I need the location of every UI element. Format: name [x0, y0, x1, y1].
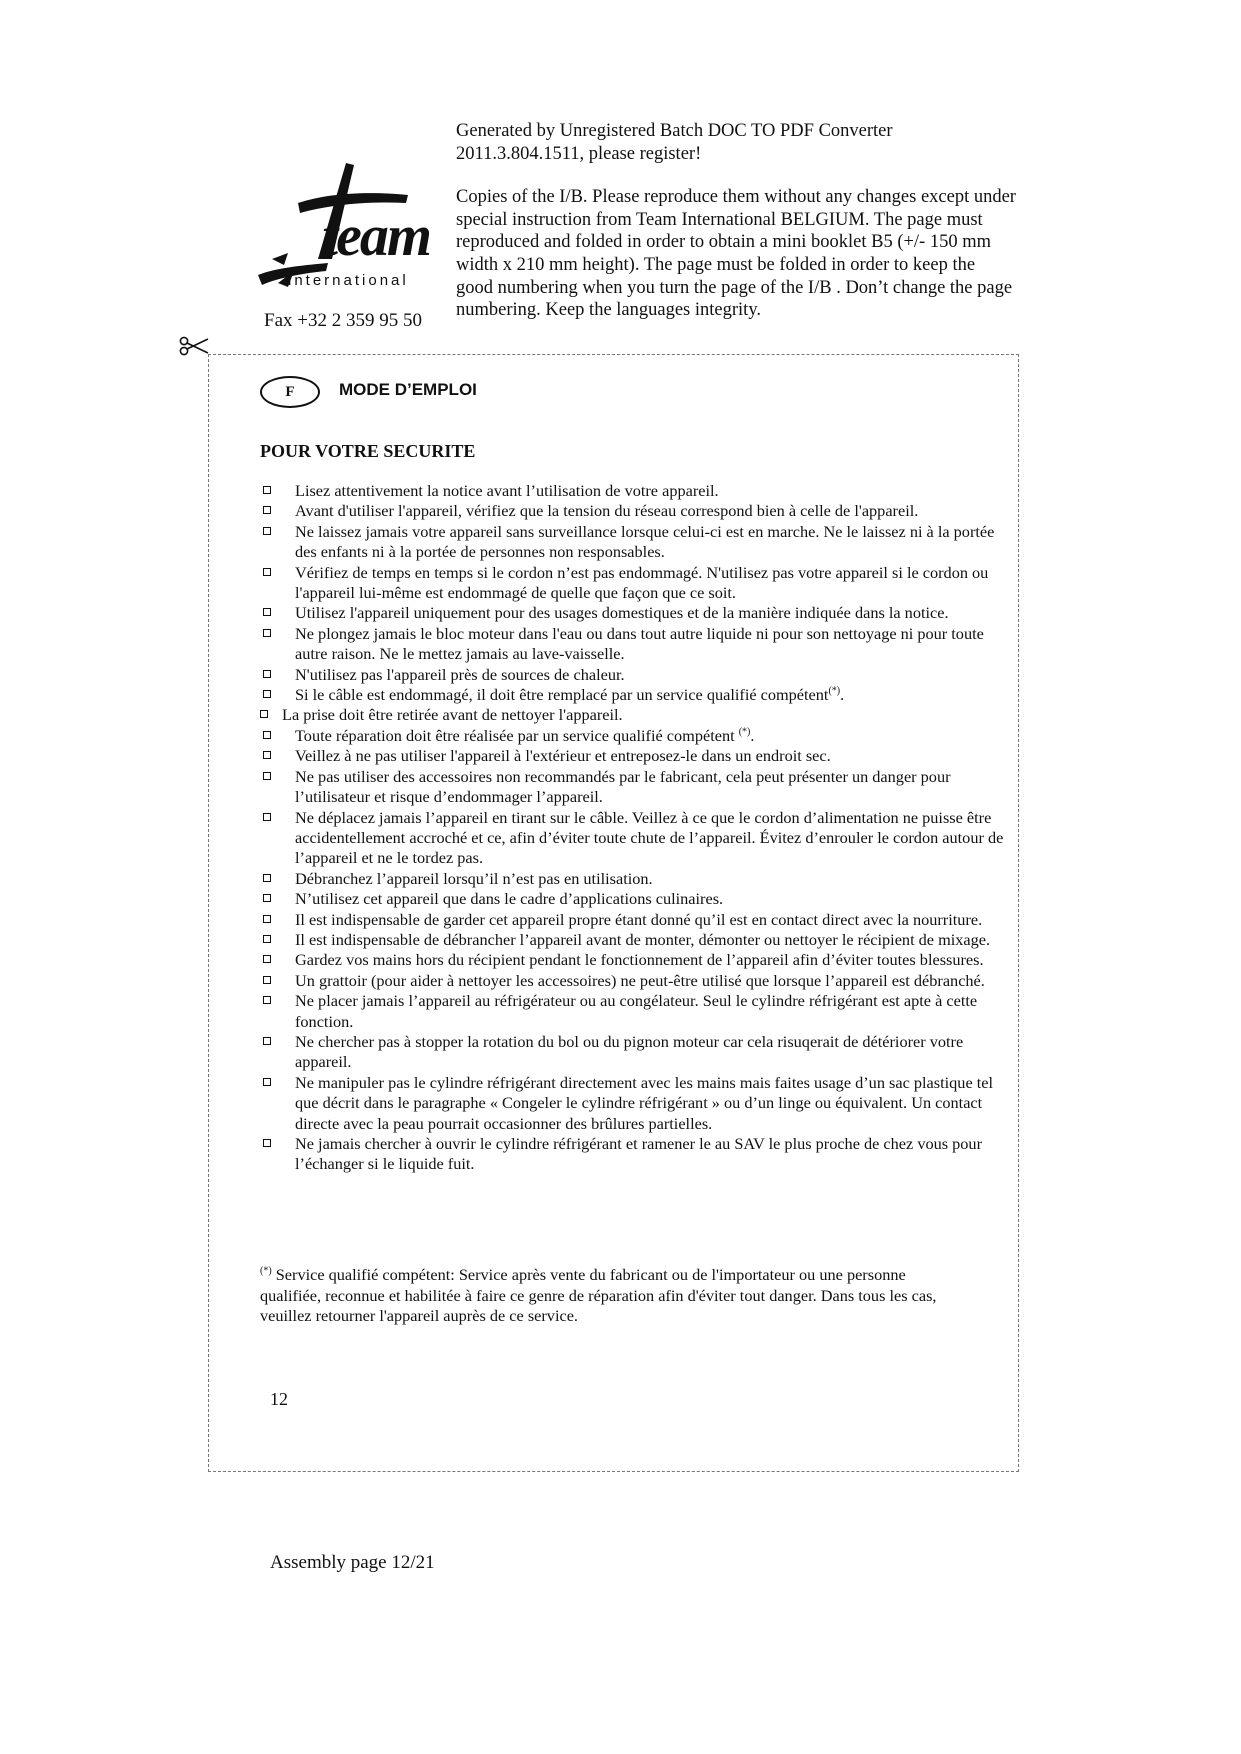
list-item-text: N'utilisez pas l'appareil près de sources de chaleur.	[295, 664, 625, 684]
converter-notice-line2: 2011.3.804.1511, please register!	[456, 143, 702, 164]
footnote	[260, 1265, 970, 1327]
checkbox-icon	[263, 608, 271, 616]
list-item	[260, 522, 1020, 563]
checkbox-icon	[263, 751, 271, 759]
list-item: Si le câble est endommagé, il doit être remplacé par un service qualifié compétent(*).	[260, 685, 1020, 705]
list-item-text: Gardez vos mains hors du récipient pendant le fonctionnement de l’appareil afin d’éviter toutes blessures.	[295, 950, 984, 970]
header-notice	[456, 120, 1016, 322]
list-item-text: Veillez à ne pas utiliser l'appareil à l'extérieur et entreposez-le dans un endroit sec.	[295, 746, 831, 766]
assembly-page-label: Assembly page 12/21	[270, 1552, 435, 1573]
checkbox-icon	[263, 1037, 271, 1045]
checkbox-icon	[263, 894, 271, 902]
footnote-mark: (*)	[260, 1265, 272, 1277]
list-item	[260, 705, 1020, 725]
list-item-text: Débranchez l’appareil lorsqu’il n’est pas en utilisation.	[295, 868, 653, 888]
list-item-text: Ne laissez jamais votre appareil sans surveillance lorsque celui-ci est en marche. Ne le laissez ni à la portée des enfants ni à la portée de personnes non responsables.	[295, 521, 995, 562]
list-item	[260, 889, 1020, 909]
list-item	[260, 950, 1020, 970]
list-item	[260, 930, 1020, 950]
list-item	[260, 501, 1020, 521]
list-item-text: N’utilisez cet appareil que dans le cadre d’applications culinaires.	[295, 889, 724, 909]
list-item-text: Ne manipuler pas le cylindre réfrigérant directement avec les mains mais faites usage d’un sac plastique tel que décrit dans le paragraphe « Congeler le cylindre réfrigérant » ou d’un linge ou équivalent. Un contact directe avec la peau pourrait occasionner des brûlures partielles.	[295, 1072, 994, 1133]
checkbox-icon	[263, 1078, 271, 1086]
footnote-text: Service qualifié compétent: Service après vente du fabricant ou de l'importateur ou une personne qualifiée, reconnue et habilitée à faire ce genre de réparation afin d'éviter tout danger. Dans tous les cas, veuillez retourner l'appareil auprès de ce service.	[260, 1265, 937, 1325]
footnote-ref: (*)	[828, 685, 841, 697]
list-item	[260, 991, 1020, 1032]
checkbox-icon	[260, 710, 268, 718]
checkbox-icon	[263, 486, 271, 494]
checkbox-icon	[263, 915, 271, 923]
footnote-ref: (*)	[738, 726, 751, 738]
list-item: Toute réparation doit être réalisée par un service qualifié compétent (*).	[260, 726, 1020, 746]
checkbox-icon	[263, 670, 271, 678]
svg-text:international: international	[288, 272, 409, 289]
list-item	[260, 1073, 1020, 1134]
list-item-text: Vérifiez de temps en temps si le cordon n’est pas endommagé. N'utilisez pas votre appareil si le cordon ou l'appareil lui-même est endommagé de quelle que façon que ce soit.	[295, 562, 989, 603]
list-item	[260, 665, 1020, 685]
team-international-logo	[258, 163, 430, 298]
list-item	[260, 563, 1020, 604]
checkbox-icon	[263, 996, 271, 1004]
list-item	[260, 624, 1020, 665]
checkbox-icon	[263, 506, 271, 514]
checkbox-icon	[263, 690, 271, 698]
list-item-text: Ne placer jamais l’appareil au réfrigérateur ou au congélateur. Seul le cylindre réfrigérant est apte à cette fonction.	[295, 991, 978, 1031]
list-item-text: Toute réparation doit être réalisée par un service qualifié compétent	[295, 725, 739, 745]
list-item-text: Ne déplacez jamais l’appareil en tirant sur le câble. Veillez à ce que le cordon d’alimentation ne puisse être accidentellement accroché et ce, afin d’éviter toute chute de l’appareil. Évitez d’enrouler le cordon autour de l’appareil et ne le tordez pas.	[295, 807, 1004, 868]
list-item-text: Lisez attentivement la notice avant l’utilisation de votre appareil.	[295, 481, 719, 500]
reproduction-instructions: Copies of the I/B. Please reproduce them without any changes except under special instruction from Team International BELGIUM. The page must reproduced and folded in order to obtain a mini booklet B5 (+/- 150 mm width x 210 mm height). The page must be folded in order to keep the good numbering when you turn the page of the I/B . Don’t change the page numbering. Keep the languages integrity.	[456, 187, 1016, 321]
list-item-text: La prise doit être retirée avant de nettoyer l'appareil.	[282, 705, 623, 725]
converter-notice-line1: Generated by Unregistered Batch DOC TO PDF Converter	[456, 121, 893, 141]
checkbox-icon	[263, 629, 271, 637]
checkbox-icon	[263, 1139, 271, 1147]
list-item-text: Avant d'utiliser l'appareil, vérifiez que la tension du réseau correspond bien à celle de l'appareil.	[295, 501, 919, 521]
checkbox-icon	[263, 935, 271, 943]
list-item-text: Ne plongez jamais le bloc moteur dans l'eau ou dans tout autre liquide ni pour son nettoyage ni pour toute autre raison. Ne le mettez jamais au lave-vaisselle.	[295, 623, 984, 664]
safety-list	[260, 481, 1020, 1175]
section-title: MODE D’EMPLOI	[339, 380, 477, 399]
list-item	[260, 1134, 1020, 1175]
list-item-text: Utilisez l'appareil uniquement pour des usages domestiques et de la manière indiquée dans la notice.	[295, 603, 949, 623]
list-item-text: Il est indispensable de débrancher l’appareil avant de monter, démonter ou nettoyer le récipient de mixage.	[295, 929, 991, 949]
list-item-text: Ne pas utiliser des accessoires non recommandés par le fabricant, cela peut présenter un danger pour l’utilisateur et risque d’endommager l’appareil.	[295, 766, 951, 807]
list-item	[260, 603, 1020, 623]
checkbox-icon	[263, 527, 271, 535]
list-item-text: Ne chercher pas à stopper la rotation du bol ou du pignon moteur car cela risuqerait de détériorer votre appareil.	[295, 1031, 964, 1072]
checkbox-icon	[263, 772, 271, 780]
list-item	[260, 869, 1020, 889]
fax-number: Fax +32 2 359 95 50	[264, 310, 422, 331]
checkbox-icon	[263, 568, 271, 576]
list-item	[260, 481, 1020, 501]
list-item-text: Il est indispensable de garder cet appareil propre étant donné qu’il est en contact direct avec la nourriture.	[295, 909, 983, 929]
list-item	[260, 910, 1020, 930]
list-item-text: Si le câble est endommagé, il doit être remplacé par un service qualifié compétent	[295, 685, 829, 705]
list-item	[260, 1032, 1020, 1073]
list-item-text: Un grattoir (pour aider à nettoyer les accessoires) ne peut-être utilisé que lorsque l’appareil est débranché.	[295, 970, 985, 990]
checkbox-icon	[263, 813, 271, 821]
scissors-icon	[178, 334, 210, 358]
checkbox-icon	[263, 731, 271, 739]
language-badge: F	[260, 376, 320, 408]
list-item	[260, 971, 1020, 991]
svg-text:team: team	[322, 203, 430, 268]
list-item	[260, 767, 1020, 808]
checkbox-icon	[263, 874, 271, 882]
list-item-text: Ne jamais chercher à ouvrir le cylindre réfrigérant et ramener le au SAV le plus proche de chez vous pour l’échanger si le liquide fuit.	[295, 1134, 982, 1174]
safety-heading: POUR VOTRE SECURITE	[260, 441, 476, 461]
list-item	[260, 808, 1020, 869]
list-item	[260, 746, 1020, 766]
checkbox-icon	[263, 955, 271, 963]
page-number: 12	[270, 1389, 288, 1409]
checkbox-icon	[263, 976, 271, 984]
